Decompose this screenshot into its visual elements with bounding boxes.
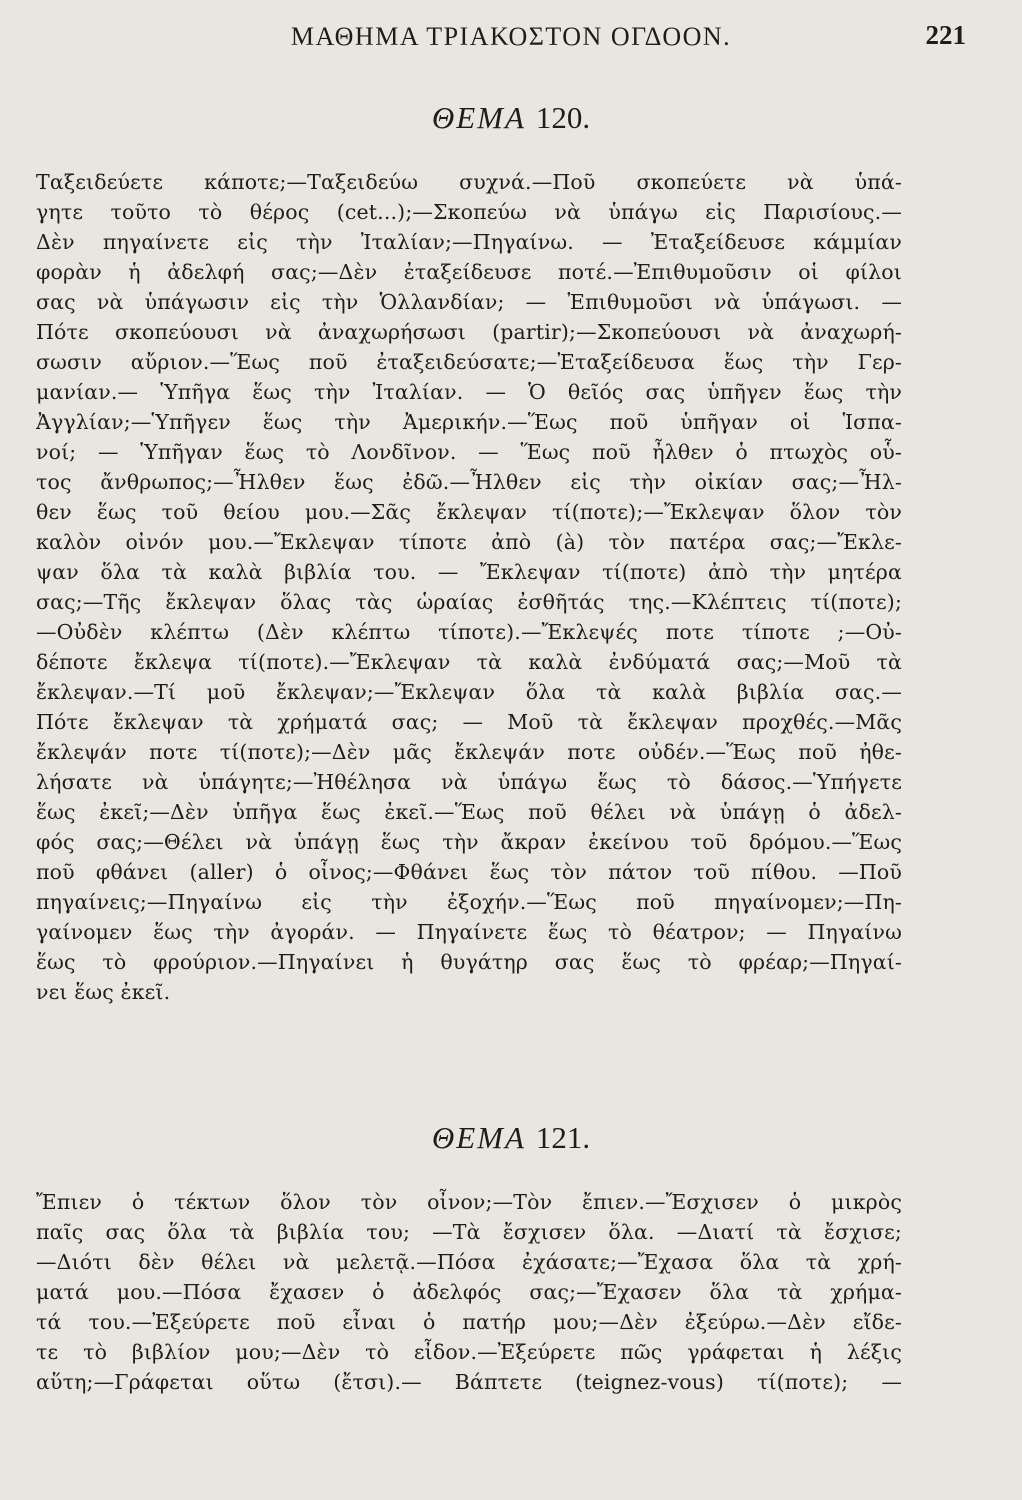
section-heading-120 <box>0 100 1022 136</box>
text-line: Ἔπιεν ὁ τέκτων ὅλον τὸν οἶνον;—Τὸν ἔπιεν.—Ἔσχισεν ὁ μικρὸς <box>36 1190 902 1214</box>
section-body-120 <box>36 167 902 1007</box>
text-line: σωσιν αὔριον.—Ἕως ποῦ ἐταξειδεύσατε;—Ἐταξείδευσα ἕως τὴν Γερ- <box>36 350 902 374</box>
section-heading-word: ΘΕΜΑ <box>431 100 526 135</box>
text-line: ἕως ἐκεῖ;—Δὲν ὑπῆγα ἕως ἐκεῖ.—Ἕως ποῦ θέλει νὰ ὑπάγῃ ὁ ἀδελ- <box>36 800 902 824</box>
running-title: ΜΑΘΗΜΑ ΤΡΙΑΚΟΣΤΟΝ ΟΓΔΟΟΝ. <box>290 22 732 51</box>
text-line: καλὸν οἰνόν μου.—Ἔκλεψαν τίποτε ἀπὸ (à) τὸν πατέρα σας;—Ἔκλε- <box>36 530 902 554</box>
section-heading-word: ΘΕΜΑ <box>431 1120 526 1155</box>
text-line: παῖς σας ὅλα τὰ βιβλία του; —Τὰ ἔσχισεν ὅλα. —Διατί τὰ ἔσχισε; <box>36 1220 902 1244</box>
text-line: θεν ἕως τοῦ θείου μου.—Σᾶς ἔκλεψαν τί(ποτε);—Ἔκλεψαν ὅλον τὸν <box>36 500 902 524</box>
text-line: φορὰν ἡ ἀδελφή σας;—Δὲν ἐταξείδευσε ποτέ.—Ἐπιθυμοῦσιν οἱ φίλοι <box>36 260 902 284</box>
text-line: δέποτε ἔκλεψα τί(ποτε).—Ἔκλεψαν τὰ καλὰ ἐνδύματά σας;—Μοῦ τὰ <box>36 650 902 674</box>
running-header <box>0 22 1022 52</box>
section-heading-121 <box>0 1120 1022 1156</box>
text-line: μανίαν.— Ὑπῆγα ἕως τὴν Ἰταλίαν. — Ὁ θεῖός σας ὑπῆγεν ἕως τὴν <box>36 380 902 404</box>
text-line: τά του.—Ἐξεύρετε ποῦ εἶναι ὁ πατήρ μου;—Δὲν ἐξεύρω.—Δὲν εἴδε- <box>36 1310 902 1334</box>
text-line: ψαν ὅλα τὰ καλὰ βιβλία του. — Ἔκλεψαν τί(ποτε) ἀπὸ τὴν μητέρα <box>36 560 902 584</box>
section-heading-number: 120. <box>535 100 591 135</box>
text-line: νει ἕως ἐκεῖ. <box>36 980 171 1004</box>
text-line: ματά μου.—Πόσα ἔχασεν ὁ ἀδελφός σας;—Ἔχασεν ὅλα τὰ χρήμα- <box>36 1280 902 1304</box>
text-line: —Διότι δὲν θέλει νὰ μελετᾷ.—Πόσα ἐχάσατε;—Ἔχασα ὅλα τὰ χρή- <box>36 1250 902 1274</box>
text-line: αὕτη;—Γράφεται οὕτω (ἔτσι).— Βάπτετε (teignez-vous) τί(ποτε); — <box>36 1370 902 1394</box>
text-line: γαίνομεν ἕως τὴν ἀγοράν. — Πηγαίνετε ἕως τὸ θέατρον; — Πηγαίνω <box>36 920 902 944</box>
section-heading-number: 121. <box>535 1120 591 1155</box>
text-line: Ταξειδεύετε κάποτε;—Ταξειδεύω συχνά.—Ποῦ σκοπεύετε νὰ ὑπά- <box>36 170 902 194</box>
text-line: λήσατε νὰ ὑπάγητε;—Ἠθέλησα νὰ ὑπάγω ἕως τὸ δάσος.—Ὑπήγετε <box>36 770 902 794</box>
text-line: Ἀγγλίαν;—Ὑπῆγεν ἕως τὴν Ἀμερικήν.—Ἕως ποῦ ὑπῆγαν οἱ Ἱσπα- <box>36 410 902 434</box>
text-line: γητε τοῦτο τὸ θέρος (cet...);—Σκοπεύω νὰ ὑπάγω εἰς Παρισίους.— <box>36 200 902 224</box>
text-line: νοί; — Ὑπῆγαν ἕως τὸ Λονδῖνον. — Ἕως ποῦ ἦλθεν ὁ πτωχὸς οὗ- <box>36 440 902 464</box>
text-line: ποῦ φθάνει (aller) ὁ οἶνος;—Φθάνει ἕως τὸν πάτον τοῦ πίθου. —Ποῦ <box>36 860 902 884</box>
text-line: σας;—Τῆς ἔκλεψαν ὅλας τὰς ὡραίας ἐσθῆτάς της.—Κλέπτεις τί(ποτε); <box>36 590 902 614</box>
text-line: Πότε σκοπεύουσι νὰ ἀναχωρήσωσι (partir);—Σκοπεύουσι νὰ ἀναχωρή- <box>36 320 902 344</box>
text-line: ἔκλεψαν.—Τί μοῦ ἔκλεψαν;—Ἔκλεψαν ὅλα τὰ καλὰ βιβλία σας.— <box>36 680 902 704</box>
text-line: Δὲν πηγαίνετε εἰς τὴν Ἰταλίαν;—Πηγαίνω. — Ἐταξείδευσε κάμμίαν <box>36 230 902 254</box>
text-line: πηγαίνεις;—Πηγαίνω εἰς τὴν ἐξοχήν.—Ἕως ποῦ πηγαίνομεν;—Πη- <box>36 890 902 914</box>
text-line: τε τὸ βιβλίον μου;—Δὲν τὸ εἶδον.—Ἐξεύρετε πῶς γράφεται ἡ λέξις <box>36 1340 902 1364</box>
text-line: φός σας;—Θέλει νὰ ὑπάγῃ ἕως τὴν ἄκραν ἐκείνου τοῦ δρόμου.—Ἕως <box>36 830 902 854</box>
text-line: τος ἄνθρωπος;—Ἦλθεν ἕως ἐδῶ.—Ἦλθεν εἰς τὴν οἰκίαν σας;—Ἦλ- <box>36 470 902 494</box>
text-line: —Οὐδὲν κλέπτω (Δὲν κλέπτω τίποτε).—Ἔκλεψές ποτε τίποτε ;—Οὐ- <box>36 620 902 644</box>
section-body-121 <box>36 1187 902 1397</box>
text-line: ἕως τὸ φρούριον.—Πηγαίνει ἡ θυγάτηρ σας ἕως τὸ φρέαρ;—Πηγαί- <box>36 950 902 974</box>
text-line: ἔκλεψάν ποτε τί(ποτε);—Δὲν μᾶς ἔκλεψάν ποτε οὐδέν.—Ἕως ποῦ ἠθε- <box>36 740 902 764</box>
text-line: Πότε ἔκλεψαν τὰ χρήματά σας; — Μοῦ τὰ ἔκλεψαν προχθές.—Μᾶς <box>36 710 902 734</box>
page-number: 221 <box>925 20 966 50</box>
text-line: σας νὰ ὑπάγωσιν εἰς τὴν Ὁλλανδίαν; — Ἐπιθυμοῦσι νὰ ὑπάγωσι. — <box>36 290 902 314</box>
